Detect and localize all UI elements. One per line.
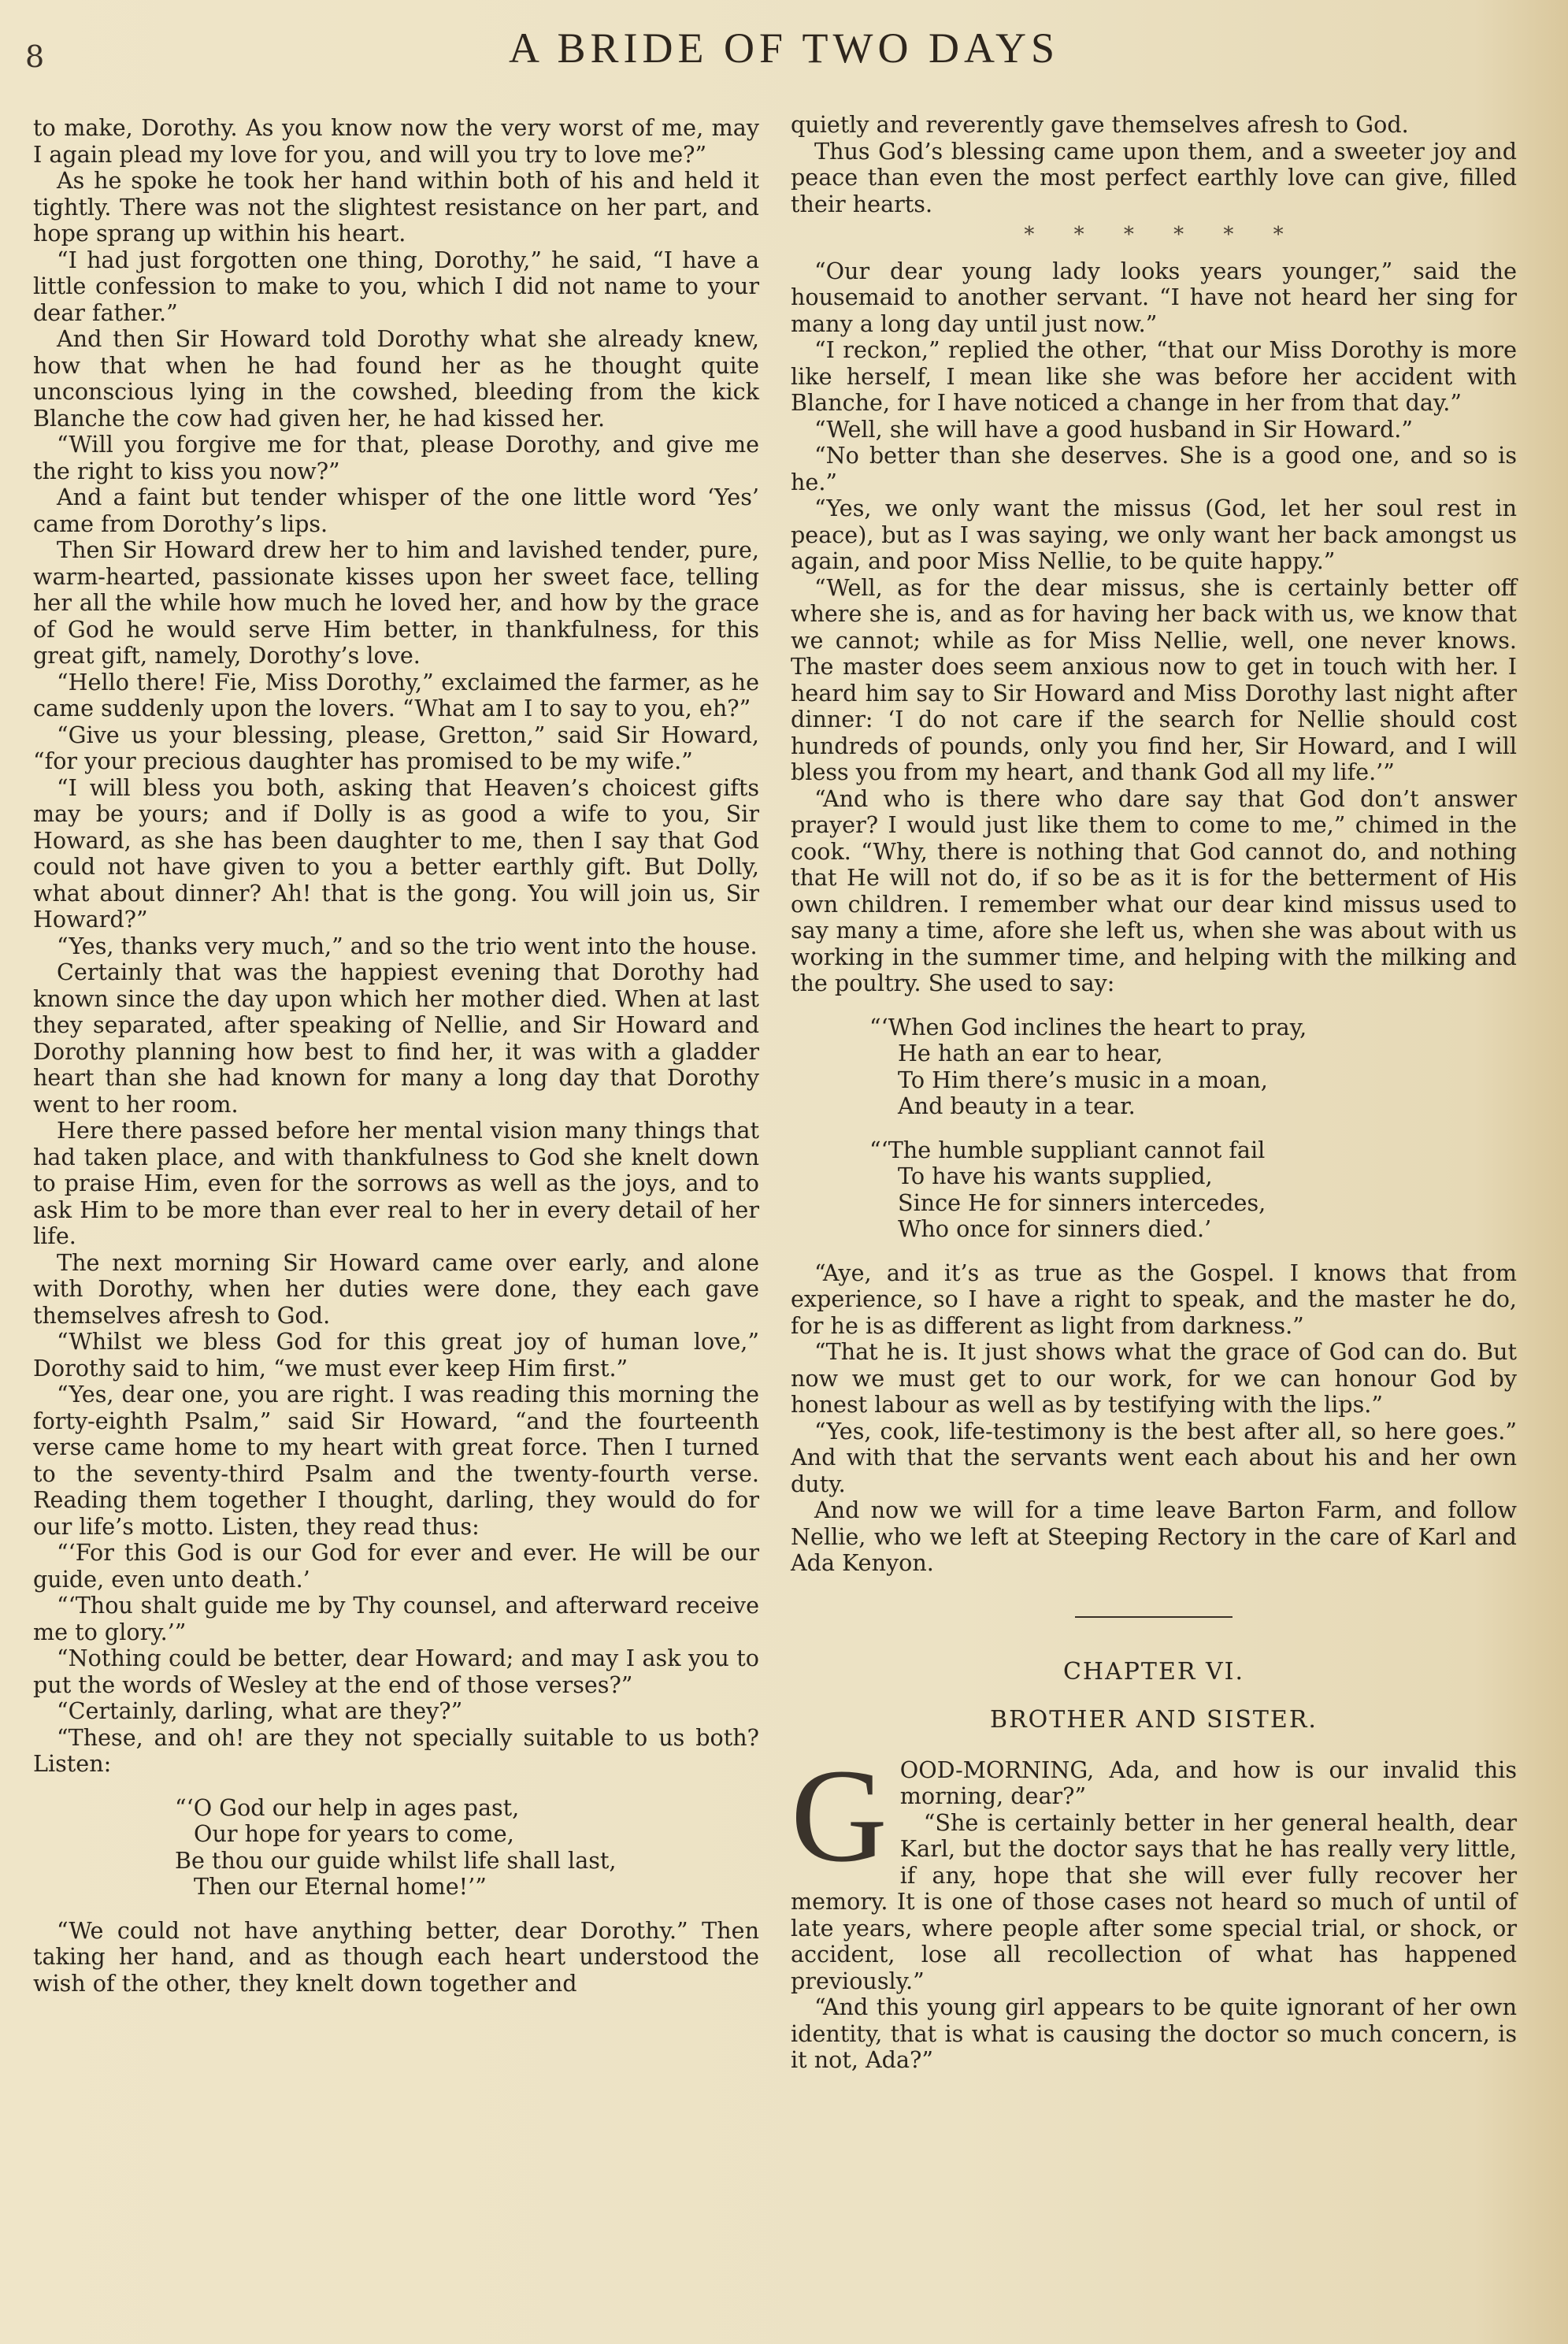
- paragraph: “Yes, cook, life-testimony is the best after all, so here goes.” And with that the servants went each about his and her own duty.: [791, 1417, 1517, 1497]
- paragraph: “‘Thou shalt guide me by Thy counsel, and afterward receive me to glory.’”: [33, 1592, 759, 1645]
- verse-line: To Him there’s music in a moan,: [898, 1066, 1268, 1093]
- paragraph: “Yes, dear one, you are right. I was reading this morning the forty-eighth Psalm,” said Sir Howard, “and the fourteenth verse came home to my heart with great force. Then I turned to the seventy-third Psalm and the twenty-fourth verse. Reading them together I thought, darling, they would do for our life’s motto. Listen, they read thus:: [33, 1381, 759, 1540]
- paragraph: “Aye, and it’s as true as the Gospel. I knows that from experience, so I have a right to speak, and the master he do, for he is as different as light from darkness.”: [791, 1259, 1517, 1339]
- verse-line: “‘O God our help in ages past,: [175, 1793, 520, 1821]
- paragraph: “Yes, we only want the missus (God, let her soul rest in peace), but as I was saying, we only want her back amongst us again, and poor Miss Nellie, to be quite happy.”: [791, 495, 1517, 574]
- running-title: A BRIDE OF TWO DAYS: [508, 24, 1060, 72]
- page-header: [0, 24, 1568, 87]
- paragraph: Here there passed before her mental vision many things that had taken place, and with thankfulness to God she knelt down to praise Him, even for the sorrows as well as the joys, and to ask Him to be more than ever real to her in every detail of her life.: [33, 1117, 759, 1249]
- verse-line: And beauty in a tear.: [898, 1092, 1136, 1119]
- verse-line: Who once for sinners died.’: [898, 1215, 1212, 1242]
- drop-cap: G: [791, 1741, 888, 1890]
- verse-line: To have his wants supplied,: [898, 1163, 1213, 1189]
- paragraph: “Will you forgive me for that, please Dorothy, and give me the right to kiss you now?”: [33, 431, 759, 484]
- verse-line: He hath an ear to hear,: [898, 1040, 1163, 1066]
- paragraph: Then Sir Howard drew her to him and lavished tender, pure, warm-hearted, passionate kisses upon her sweet face, telling her all the while how much he loved her, and how by the grace of God he would serve Him better, in thankfulness, for this great gift, namely, Dorothy’s love.: [33, 536, 759, 669]
- paragraph: “‘For this God is our God for ever and ever. He will be our guide, even unto death.’: [33, 1539, 759, 1593]
- paragraph: quietly and reverently gave themselves afresh to God.: [791, 111, 1409, 138]
- verse-line: “‘The humble suppliant cannot fail: [869, 1136, 1266, 1163]
- left-column: [33, 115, 759, 1997]
- hymn-verse: [175, 1795, 759, 1901]
- paragraph: “Well, she will have a good husband in Sir Howard.”: [814, 415, 1414, 443]
- paragraph: “Well, as for the dear missus, she is certainly better off where she is, and as for having her back with us, we know that we cannot; while as for Miss Nellie, well, one never knows. The master does seem anxious now to get in touch with her. I heard him say to Sir Howard and Miss Dorothy last night after dinner: ‘I do not care if the search for Nellie should cost hundreds of pounds, only you find her, Sir Howard, and I will bless you from my heart, and thank God all my life.’”: [791, 573, 1517, 785]
- paragraph: The next morning Sir Howard came over early, and alone with Dorothy, when her duties were done, they each gave themselves afresh to God.: [33, 1248, 759, 1329]
- chapter-subtitle: BROTHER AND SISTER.: [990, 1706, 1318, 1734]
- paragraph: OOD-MORNING, Ada, and how is our invalid this morning, dear?”: [899, 1756, 1517, 1809]
- right-column: [791, 112, 1517, 2074]
- verse-line: Our hope for years to come,: [194, 1820, 514, 1847]
- chapter-divider: [1075, 1616, 1233, 1618]
- hymn-verse: [869, 1014, 1517, 1120]
- chapter-title: CHAPTER VI.: [1062, 1657, 1245, 1686]
- paragraph: to make, Dorothy. As you know now the very worst of me, may I again plead my love for you, and will you try to love me?”: [33, 114, 759, 168]
- paragraph: “I will bless you both, asking that Heaven’s choicest gifts may be yours; and if Dolly is as good a wife to you, Sir Howard, as she has been daughter to me, then I say that God could not have given to you a better earthly gift. But Dolly, what about dinner? Ah! that is the gong. You will join us, Sir Howard?”: [33, 773, 759, 933]
- verse-line: “‘When God inclines the heart to pray,: [869, 1013, 1307, 1040]
- section-break-stars: * * * * * *: [1024, 223, 1284, 247]
- paragraph: “Our dear young lady looks years younger,” said the housemaid to another servant. “I have not heard her sing for many a long day until just now.”: [791, 257, 1517, 337]
- verse-line: Since He for sinners intercedes,: [898, 1189, 1266, 1216]
- paragraph: And a faint but tender whisper of the one little word ‘Yes’ came from Dorothy’s lips.: [33, 484, 759, 537]
- paragraph: “Certainly, darling, what are they?”: [57, 1697, 463, 1724]
- paragraph: “Give us your blessing, please, Gretton,” said Sir Howard, “for your precious daughter has promised to be my wife.”: [33, 721, 759, 774]
- paragraph: And then Sir Howard told Dorothy what she already knew, how that when he had found her as he thought quite unconscious lying in the cowshed, bleeding from the kick Blanche the cow had given her, he had kissed her.: [33, 325, 759, 432]
- verse-line: Be thou our guide whilst life shall last,: [175, 1846, 617, 1874]
- paragraph: Thus God’s blessing came upon them, and a sweeter joy and peace than even the most perfect earthly love can give, filled their hearts.: [791, 137, 1517, 217]
- paragraph: “Whilst we bless God for this great joy of human love,” Dorothy said to him, “we must ever keep Him first.”: [33, 1328, 759, 1382]
- paragraph: “And who is there who dare say that God don’t answer prayer? I would just like them to come to me,” chimed in the cook. “Why, there is nothing that God cannot do, and nothing that He will not do, if so be as it is for the betterment of His own children. I remember what our dear kind missus used to say many a time, afore she left us, when she was about with us working in the summer time, and helping with the milking and the poultry. She used to say:: [791, 784, 1517, 996]
- hymn-verse: [869, 1137, 1517, 1243]
- paragraph: “Nothing could be better, dear Howard; and may I ask you to put the words of Wesley at the end of those verses?”: [33, 1645, 759, 1698]
- paragraph: “That he is. It just shows what the grace of God can do. But now we must get to our work, for we can honour God by honest labour as well as by testifying with the lips.”: [791, 1338, 1517, 1418]
- paragraph: “These, and oh! are they not specially suitable to us both? Listen:: [33, 1723, 759, 1777]
- paragraph: Certainly that was the happiest evening that Dorothy had known since the day upon which her mother died. When at last they separated, after speaking of Nellie, and Sir Howard and Dorothy planning how best to find her, it was with a gladder heart than she had known for many a long day that Dorothy went to her room.: [33, 959, 759, 1118]
- paragraph: “Yes, thanks very much,” and so the trio went into the house.: [57, 932, 758, 959]
- page-number: 8: [25, 39, 45, 74]
- paragraph: “I reckon,” replied the other, “that our Miss Dorothy is more like herself, I mean like she was before her accident with Blanche, for I have noticed a change in her from that day.”: [791, 336, 1517, 416]
- chapter-opening: [791, 1741, 1517, 2074]
- paragraph: As he spoke he took her hand within both of his and held it tightly. There was not the slightest resistance on her part, and hope sprang up within his heart.: [33, 167, 759, 247]
- verse-line: Then our Eternal home!’”: [194, 1873, 487, 1900]
- paragraph: “I had just forgotten one thing, Dorothy,” he said, “I have a little confession to make to you, which I did not name to your dear father.”: [33, 246, 759, 326]
- paragraph: “No better than she deserves. She is a good one, and so is he.”: [791, 442, 1517, 495]
- paragraph: “We could not have anything better, dear Dorothy.” Then taking her hand, and as though each heart understood the wish of the other, they knelt down together and: [33, 1916, 759, 1997]
- paragraph: And now we will for a time leave Barton Farm, and follow Nellie, who we left at Steeping Rectory in the care of Karl and Ada Kenyon.: [791, 1497, 1517, 1576]
- paragraph: “Hello there! Fie, Miss Dorothy,” exclaimed the farmer, as he came suddenly upon the lovers. “What am I to say to you, eh?”: [33, 668, 759, 721]
- paragraph: “And this young girl appears to be quite ignorant of her own identity, that is what is causing the doctor so much concern, is it not, Ada?”: [791, 1994, 1517, 2073]
- paragraph: “She is certainly better in her general health, dear Karl, but the doctor says that he has really very little, if any, hope that she will ever fully recover her memory. It is one of those cases not heard so much of until of late years, where people after some special trial, or shock, or accident, lose all recollection of what has happened previously.”: [791, 1808, 1517, 1994]
